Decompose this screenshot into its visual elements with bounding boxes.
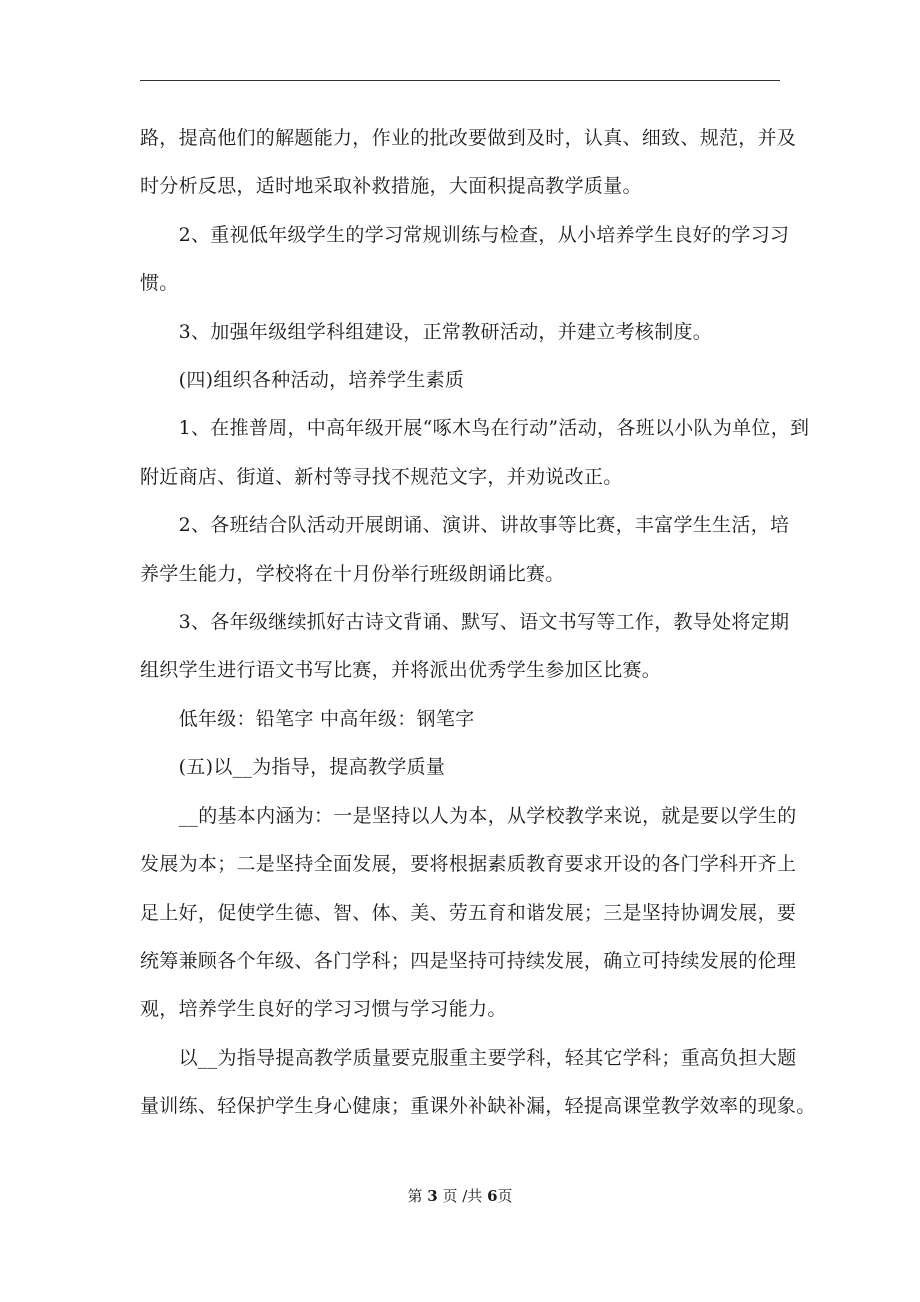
text-line: __的基本内涵为：一是坚持以人为本，从学校教学来说，就是要以学生的 (140, 804, 797, 827)
section-heading: (五)以__为指导，提高教学质量 (140, 756, 446, 779)
document-body (140, 114, 816, 1131)
text-line: 观，培养学生良好的学习习惯与学习能力。 (140, 998, 507, 1021)
header-rule (140, 80, 780, 81)
total-pages-number: 6 (487, 1187, 498, 1205)
footer-suffix: 页 (497, 1187, 513, 1205)
text-line: 组织学生进行语文书写比赛，并将派出优秀学生参加区比赛。 (140, 659, 662, 682)
text-line: 足上好，促使学生德、智、体、美、劳五育和谐发展；三是坚持协调发展，要 (140, 901, 797, 924)
text-line: 3、加强年级组学科组建设，正常教研活动，并建立考核制度。 (140, 320, 713, 343)
section-heading: (四)组织各种活动，培养学生素质 (140, 369, 465, 392)
text-line: 统筹兼顾各个年级、各门学科；四是坚持可持续发展，确立可持续发展的伦理 (140, 949, 797, 972)
text-line: 附近商店、街道、新村等寻找不规范文字，并劝说改正。 (140, 465, 623, 488)
text-line: 时分析反思，适时地采取补救措施，大面积提高教学质量。 (140, 175, 642, 198)
current-page-number: 3 (427, 1187, 438, 1205)
page-footer (0, 1186, 920, 1206)
text-line: 发展为本；二是坚持全面发展，要将根据素质教育要求开设的各门学科开齐上 (140, 853, 797, 876)
text-line: 2、重视低年级学生的学习常规训练与检查，从小培养学生良好的学习习 (140, 223, 790, 246)
text-line: 1、在推普周，中高年级开展“啄木鸟在行动”活动，各班以小队为单位，到 (140, 417, 810, 440)
footer-middle: 页 /共 (437, 1187, 488, 1205)
text-line: 量训练、轻保护学生身心健康；重课外补缺补漏，轻提高课堂教学效率的现象。 (140, 1095, 816, 1118)
text-line: 养学生能力，学校将在十月份举行班级朗诵比赛。 (140, 562, 565, 585)
text-line: 以__为指导提高教学质量要克服重主要学科，轻其它学科；重高负担大题 (140, 1046, 797, 1069)
text-line: 路，提高他们的解题能力，作业的批改要做到及时，认真、细致、规范，并及 (140, 127, 797, 149)
text-line: 3、各年级继续抓好古诗文背诵、默写、语文书写等工作，教导处将定期 (140, 611, 790, 634)
footer-prefix: 第 (407, 1187, 428, 1205)
text-line: 惯。 (140, 272, 179, 295)
text-line: 2、各班结合队活动开展朗诵、演讲、讲故事等比赛，丰富学生生活，培 (140, 514, 790, 537)
text-line: 低年级：铅笔字 中高年级：钢笔字 (140, 707, 475, 730)
